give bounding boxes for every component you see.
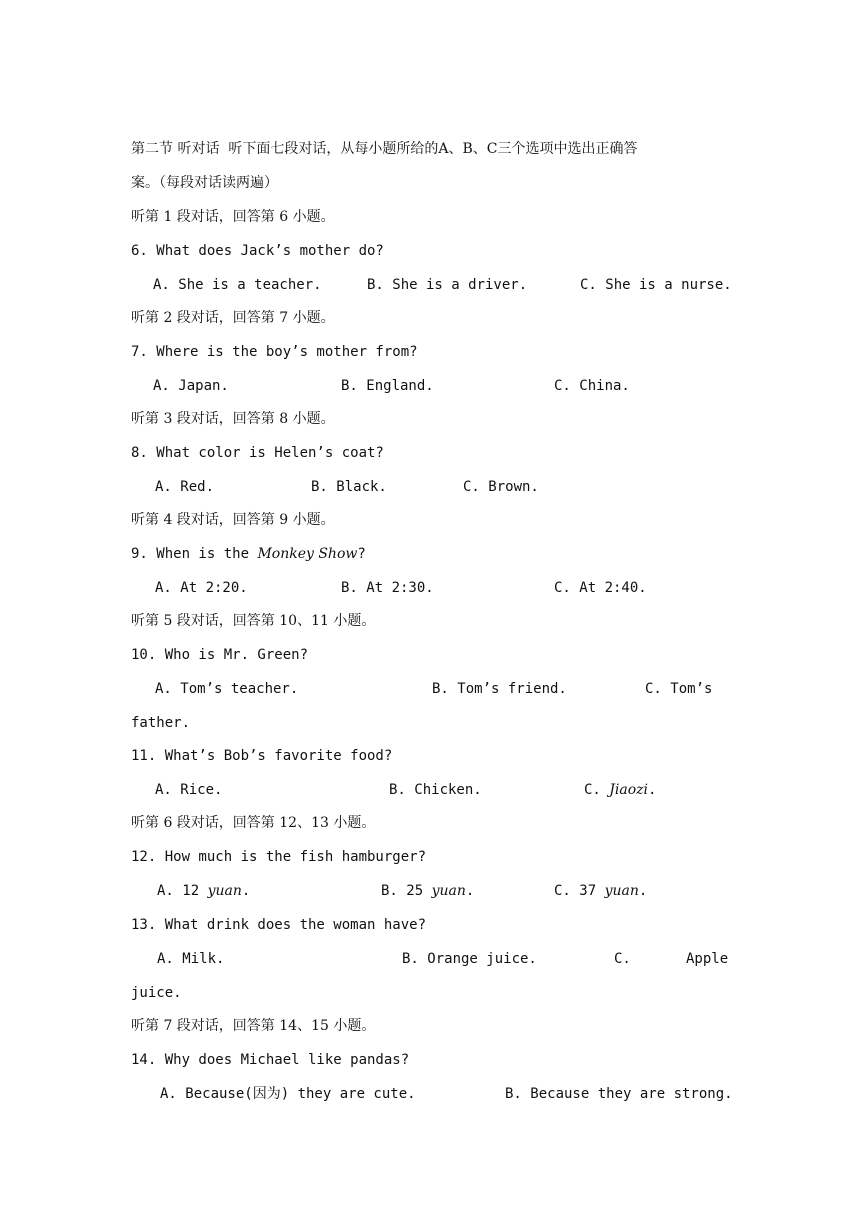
dialogue-4-instruction: 听第 4 段对话，回答第 9 小题。 <box>131 512 335 528</box>
q14-option-a: A. Because(因为) they are cute. <box>160 1086 416 1102</box>
dialogue-7-instruction: 听第 7 段对话，回答第 14、15 小题。 <box>131 1018 376 1034</box>
question-10: 10. Who is Mr. Green? <box>131 647 309 663</box>
q9-show-title: Monkey Show <box>257 546 358 562</box>
dialogue-6-instruction: 听第 6 段对话，回答第 12、13 小题。 <box>131 815 376 831</box>
q8-option-c: C. Brown. <box>463 479 539 495</box>
dialogue-2-instruction: 听第 2 段对话，回答第 7 小题。 <box>131 310 335 326</box>
q11-option-a: A. Rice. <box>155 782 223 798</box>
dialogue-3-instruction: 听第 3 段对话，回答第 8 小题。 <box>131 411 335 427</box>
q6-option-c: C. She is a nurse. <box>580 277 732 293</box>
question-11: 11. What’s Bob’s favorite food? <box>131 748 393 764</box>
q12-option-b-dot: . <box>465 883 475 899</box>
question-8: 8. What color is Helen’s coat? <box>131 445 384 461</box>
q13-option-c-word: Apple <box>686 951 729 967</box>
q9-option-a: A. At 2:20. <box>155 580 248 596</box>
q11-option-c <box>584 780 656 800</box>
q13-option-a: A. Milk. <box>157 951 225 967</box>
question-9 <box>131 544 366 564</box>
q6-option-b: B. She is a driver. <box>367 277 528 293</box>
question-12: 12. How much is the fish hamburger? <box>131 849 427 865</box>
question-7: 7. Where is the boy’s mother from? <box>131 344 418 360</box>
question-14: 14. Why does Michael like pandas? <box>131 1052 410 1068</box>
q10-option-b: B. Tom’s friend. <box>432 681 567 697</box>
q12-option-b-unit: yuan <box>431 883 466 899</box>
q11-option-c-word: Jiaozi <box>609 782 649 798</box>
q7-option-a: A. Japan. <box>153 378 229 394</box>
q12-option-b-prefix: B. 25 <box>381 883 432 899</box>
q8-option-b: B. Black. <box>311 479 387 495</box>
q9-option-b: B. At 2:30. <box>341 580 434 596</box>
q11-option-c-prefix: C. <box>584 782 610 798</box>
q9-option-c: C. At 2:40. <box>554 580 647 596</box>
q12-option-a-dot: . <box>241 883 251 899</box>
q12-option-c <box>554 881 647 901</box>
q12-option-a-prefix: A. 12 <box>157 883 208 899</box>
dialogue-5-instruction: 听第 5 段对话，回答第 10、11 小题。 <box>131 613 376 629</box>
section-heading-line-2: 案。（每段对话读两遍） <box>131 175 278 191</box>
q10-option-c: C. Tom’s <box>645 681 713 697</box>
q14-option-b: B. Because they are strong. <box>505 1086 733 1102</box>
q9-prefix: 9. When is the <box>131 546 258 562</box>
q11-option-c-suffix: . <box>648 782 657 798</box>
q12-option-c-dot: . <box>638 883 648 899</box>
q13-option-c: C. <box>614 951 631 967</box>
dialogue-1-instruction: 听第 1 段对话，回答第 6 小题。 <box>131 209 335 225</box>
question-6: 6. What does Jack’s mother do? <box>131 243 384 259</box>
q11-option-b: B. Chicken. <box>389 782 482 798</box>
q12-option-c-prefix: C. 37 <box>554 883 605 899</box>
q10-option-c-continuation: father. <box>131 715 191 731</box>
q12-option-a-unit: yuan <box>207 883 242 899</box>
q7-option-c: C. China. <box>554 378 630 394</box>
q6-option-a: A. She is a teacher. <box>153 277 322 293</box>
question-13: 13. What drink does the woman have? <box>131 917 427 933</box>
q13-option-b: B. Orange juice. <box>402 951 537 967</box>
q10-option-a: A. Tom’s teacher. <box>155 681 299 697</box>
q7-option-b: B. England. <box>341 378 434 394</box>
section-heading-line-1: 第二节 听对话 听下面七段对话，从每小题所给的A、B、C三个选项中选出正确答 <box>131 141 638 157</box>
q12-option-c-unit: yuan <box>604 883 639 899</box>
q8-option-a: A. Red. <box>155 479 215 495</box>
q9-suffix: ? <box>357 546 366 562</box>
q13-option-c-continuation: juice. <box>131 985 182 1001</box>
q12-option-b <box>381 881 474 901</box>
q12-option-a <box>157 881 250 901</box>
